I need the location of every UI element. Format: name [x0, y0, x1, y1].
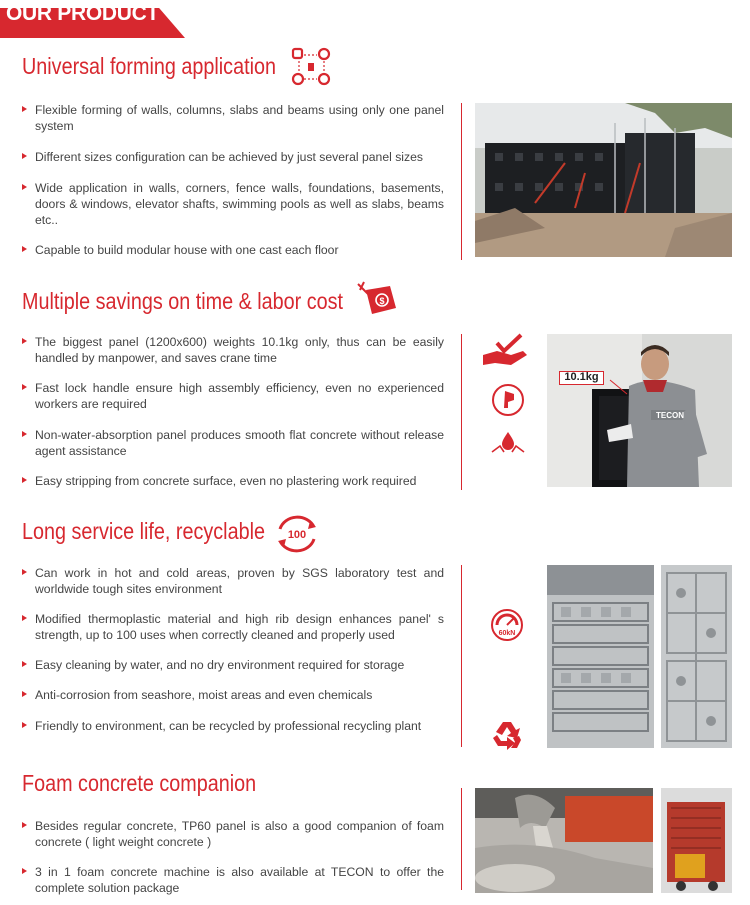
money-tag-icon [356, 280, 398, 318]
divider-line [461, 788, 462, 890]
stacked-panels-photo [547, 565, 654, 748]
water-drop-icon [490, 430, 526, 454]
bullet-item: Fast lock handle ensure high assembly efficiency, even no experienced workers are required [22, 380, 444, 412]
construction-site-photo [475, 103, 732, 257]
bullet-item: Easy cleaning by water, and no dry environment required for storage [22, 657, 444, 673]
recycle-icon [489, 718, 525, 752]
bullet-item: 3 in 1 foam concrete machine is also available at TECON to offer the complete solution package [22, 864, 444, 896]
worker-holding-panel-photo [547, 334, 732, 487]
svg-text:$: $ [379, 296, 385, 306]
gauge-60kn-icon [490, 608, 524, 642]
bullet-item: Wide application in walls, corners, fence walls, foundations, basements, doors & windows, elevator shafts, swimming pools as well as slabs, beams etc.. [22, 180, 444, 228]
application-grid-icon [289, 46, 333, 88]
section-title-savings: Multiple savings on time & labor cost [22, 288, 344, 314]
panel-ribs-photo [661, 565, 732, 748]
foam-concrete-pour-photo [475, 788, 653, 893]
cycle-100-icon [274, 515, 320, 553]
lock-handle-icon [490, 382, 526, 418]
bullet-item: The biggest panel (1200x600) weights 10.1kg only, thus can be easily handled by manpower, and saves crane time [22, 334, 444, 366]
bullet-item: Non-water-absorption panel produces smooth flat concrete without release agent assistance [22, 427, 444, 459]
divider-line [461, 565, 462, 747]
bullet-item: Besides regular concrete, TP60 panel is also a good companion of foam concrete ( light weight concrete ) [22, 818, 444, 850]
bullet-item: Modified thermoplastic material and high rib design enhances panel' s strength, up to 100 uses when correctly cleaned and properly used [22, 611, 444, 643]
weight-label: 10.1kg [559, 371, 604, 385]
banner-title: OUR PRODUCT [6, 2, 160, 25]
bullet-item: Easy stripping from concrete surface, even no plastering work required [22, 473, 444, 489]
bullet-item: Different sizes configuration can be achieved by just several panel sizes [22, 149, 444, 165]
bullet-item: Anti-corrosion from seashore, moist areas and even chemicals [22, 687, 444, 703]
divider-line [461, 334, 462, 490]
cycle-100-label: 100 [287, 529, 307, 541]
bullet-item: Can work in hot and cold areas, proven by SGS laboratory test and worldwide tough sites environment [22, 565, 444, 597]
bullet-item: Capable to build modular house with one cast each floor [22, 242, 444, 258]
bullet-item: Flexible forming of walls, columns, slabs and beams using only one panel system [22, 102, 444, 134]
section-title-foam-concrete: Foam concrete companion [22, 770, 257, 796]
divider-line [461, 103, 462, 260]
shirt-logo: TECON [656, 411, 684, 420]
section-title-universal: Universal forming application [22, 53, 276, 79]
hand-check-icon [483, 333, 527, 367]
section-title-service-life: Long service life, recyclable [22, 518, 265, 544]
foam-machine-photo [661, 788, 732, 893]
gauge-label: 60kN [498, 630, 516, 637]
bullet-item: Friendly to environment, can be recycled by professional recycling plant [22, 718, 444, 734]
